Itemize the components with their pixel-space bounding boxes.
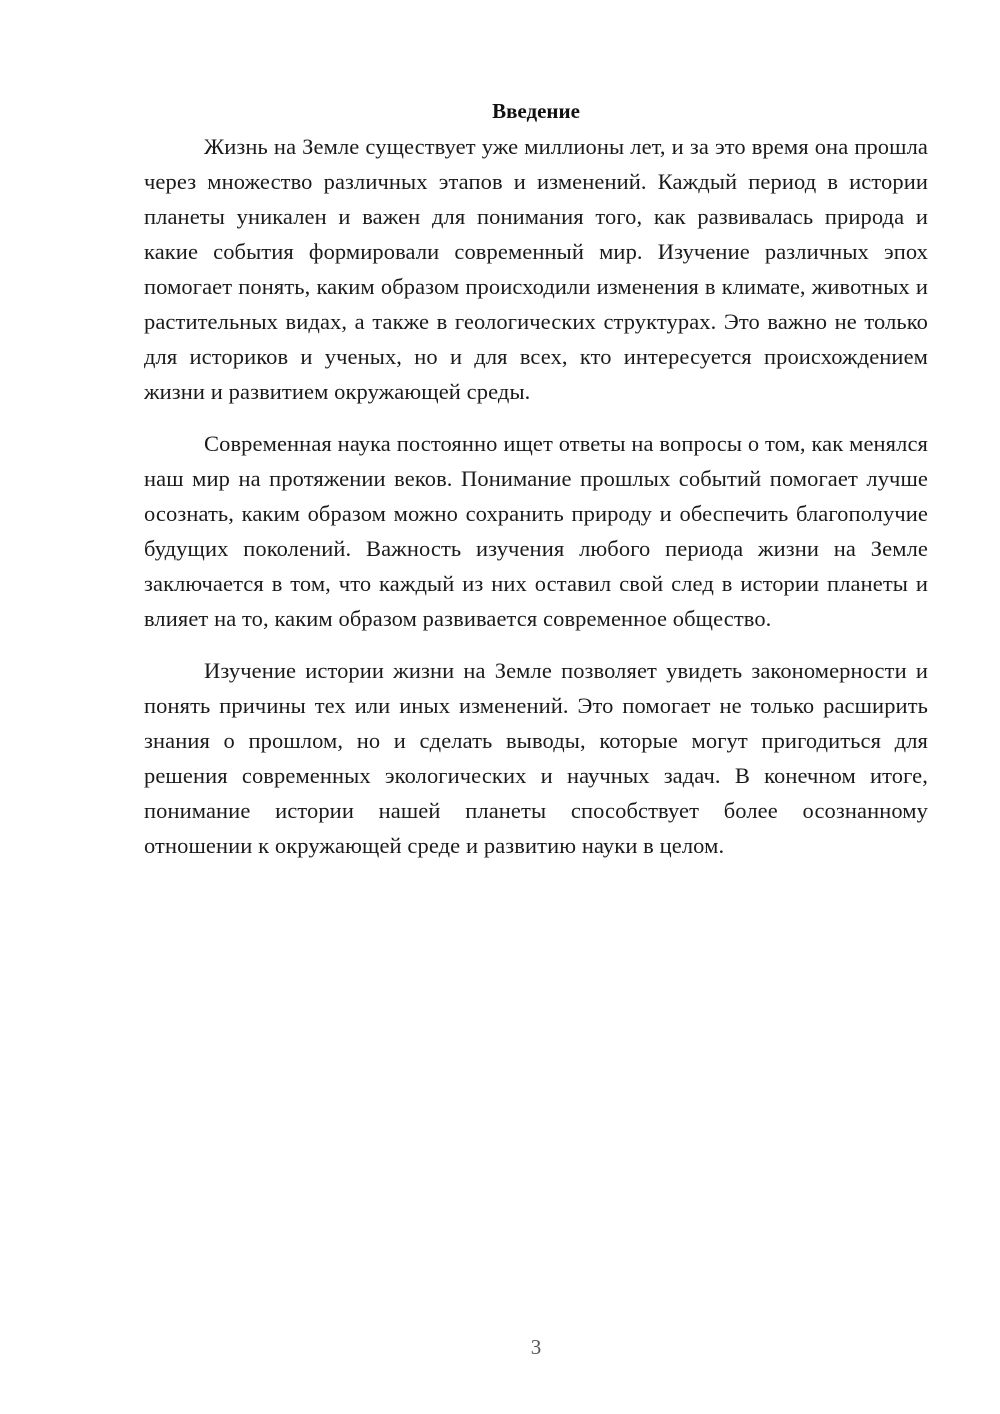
paragraph-2: Современная наука постоянно ищет ответы на вопросы о том, как менялся наш мир на протяжении веков. Понимание прошлых событий помогает лучше осознать, каким образом можно сохранить природу и обеспечить благополучие будущих поколений. Важность изучения любого периода жизни на Земле заключается в том, что каждый из них оставил свой след в истории планеты и влияет на то, каким образом развивается современное общество. — [144, 431, 928, 631]
section-title: Введение — [492, 99, 580, 123]
page-number: 3 — [530, 1335, 542, 1359]
paragraph-1: Жизнь на Земле существует уже миллионы лет, и за это время она прошла через множество различных этапов и изменений. Каждый период в истории планеты уникален и важен для понимания того, как развивалась природа и какие события формировали современный мир. Изучение различных эпох помогает понять, каким образом происходили изменения в климате, животных и растительных видах, а также в геологических структурах. Это важно не только для историков и ученых, но и для всех, кто интересуется происхождением жизни и развитием окружающей среды. — [144, 134, 928, 404]
paragraph-3: Изучение истории жизни на Земле позволяет увидеть закономерности и понять причины тех или иных изменений. Это помогает не только расширить знания о прошлом, но и сделать выводы, которые могут пригодиться для решения современных экологических и научных задач. В конечном итоге, понимание истории нашей планеты способствует более осознанному отношении к окружающей среде и развитию науки в целом. — [144, 658, 928, 858]
page-body — [144, 94, 928, 880]
